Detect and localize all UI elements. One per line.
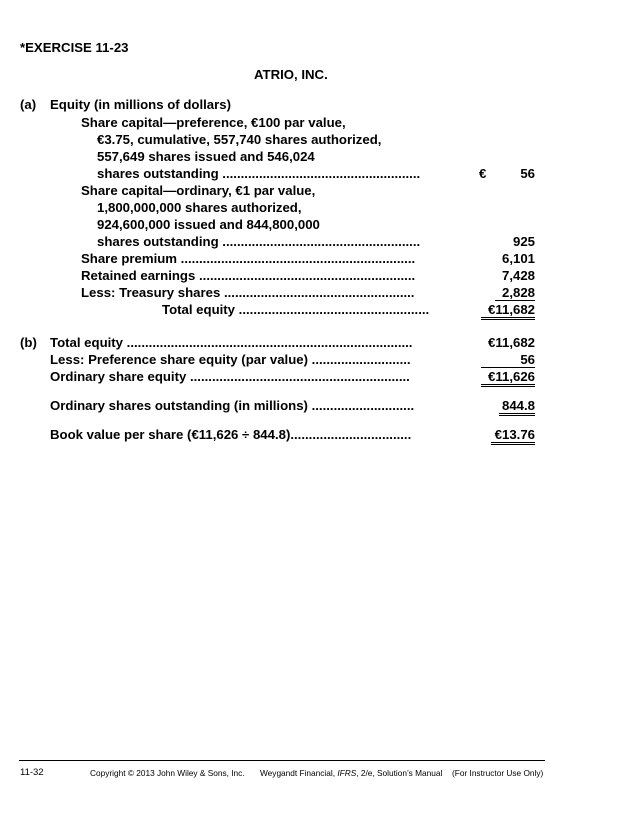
share-premium-label: Share premium ................................................................ xyxy=(81,251,416,266)
treasury-shares-label: Less: Treasury shares .................................................... xyxy=(81,285,415,300)
company-name: ATRIO, INC. xyxy=(254,67,328,82)
part-b-marker: (b) xyxy=(20,335,37,350)
preference-share-value: 56 xyxy=(520,166,535,181)
total-equity-b-value: €11,682 xyxy=(488,335,535,350)
shares-outstanding-label: Ordinary shares outstanding (in millions) ............................ xyxy=(50,398,415,413)
ordinary-share-value: 925 xyxy=(512,234,535,249)
equity-line-label: 557,649 shares issued and 546,024 xyxy=(97,149,315,164)
part-a-heading: Equity (in millions of dollars) xyxy=(50,97,231,112)
copyright: Copyright © 2013 John Wiley & Sons, Inc. xyxy=(90,768,245,778)
treasury-shares-value: 2,828 xyxy=(495,285,535,301)
page-number: 11-32 xyxy=(20,767,44,778)
share-premium-value: 6,101 xyxy=(501,251,535,266)
shares-outstanding-value: 844.8 xyxy=(499,398,535,416)
retained-earnings-label: Retained earnings ........................................................... xyxy=(81,268,416,283)
ordinary-equity-label: Ordinary share equity ............................................................ xyxy=(50,369,410,384)
book-italic: IFRS xyxy=(337,768,357,778)
preference-equity-value: 56 xyxy=(481,352,535,368)
exercise-title: *EXERCISE 11-23 xyxy=(20,40,129,55)
total-equity-label: Total equity .................................................... xyxy=(162,302,430,317)
currency-symbol: € xyxy=(479,166,487,181)
ordinary-equity-value: €11,626 xyxy=(481,369,535,387)
book-prefix: Weygandt Financial, xyxy=(260,768,338,778)
retained-earnings-value: 7,428 xyxy=(501,268,535,283)
equity-line-label: 1,800,000,000 shares authorized, xyxy=(97,200,302,215)
instructor-note: (For Instructor Use Only) xyxy=(452,768,544,778)
total-equity-value: €11,682 xyxy=(481,302,535,320)
total-equity-b-label: Total equity .............................................................................. xyxy=(50,335,413,350)
book-reference xyxy=(260,768,442,778)
equity-line-label: shares outstanding ...................................................... xyxy=(97,234,421,249)
equity-line-label: Share capital—preference, €100 par value, xyxy=(81,115,346,130)
book-suffix: , 2/e, Solution’s Manual xyxy=(356,768,443,778)
preference-equity-label: Less: Preference share equity (par value) ........................... xyxy=(50,352,411,367)
equity-line-label: shares outstanding ...................................................... xyxy=(97,166,421,181)
footer-rule xyxy=(19,760,545,761)
book-value-value: €13.76 xyxy=(491,427,535,445)
equity-line-label: Share capital—ordinary, €1 par value, xyxy=(81,183,316,198)
equity-line-label: 924,600,000 issued and 844,800,000 xyxy=(97,217,320,232)
equity-line-label: €3.75, cumulative, 557,740 shares authorized, xyxy=(97,132,382,147)
part-a-marker: (a) xyxy=(20,97,37,112)
book-value-label: Book value per share (€11,626 ÷ 844.8)................................. xyxy=(50,427,412,442)
